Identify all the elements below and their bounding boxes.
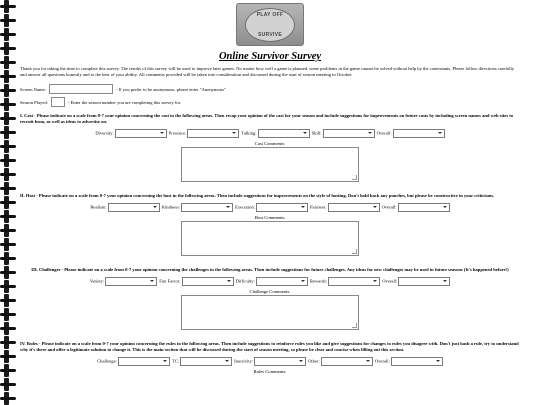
resize-grip-icon[interactable] xyxy=(352,323,357,328)
rating-field xyxy=(90,277,158,286)
rating-label: Realism: xyxy=(90,204,107,210)
resize-grip-icon[interactable] xyxy=(352,175,357,180)
section-heading: II. Host - Please indicate on a scale from 0-7 your opinion concerning the host in the following areas. Then include suggestions for improvements on the style of hosting. Don't hold back any punches, but please be constructive in your criticisms. xyxy=(20,193,495,198)
survey-section xyxy=(20,113,520,187)
bamboo-tie xyxy=(0,257,16,260)
bamboo-tie xyxy=(0,19,16,22)
rating-field xyxy=(172,357,232,366)
comments-label: Host Comments: xyxy=(254,215,286,220)
rating-select[interactable] xyxy=(105,277,157,286)
rating-select[interactable] xyxy=(321,357,373,366)
rating-row xyxy=(20,277,520,286)
rating-label: Difficulty: xyxy=(235,278,255,284)
rating-select[interactable] xyxy=(323,129,375,138)
rating-label: Inactivity: xyxy=(234,358,254,364)
rating-select[interactable] xyxy=(180,357,232,366)
rating-select[interactable] xyxy=(108,203,160,212)
bamboo-tie xyxy=(0,397,16,400)
survey-section xyxy=(20,193,520,261)
bamboo-tie xyxy=(0,243,16,246)
bamboo-tie xyxy=(0,355,16,358)
rating-label: Kindness: xyxy=(161,204,181,210)
rating-select[interactable] xyxy=(256,203,308,212)
logo-bottom-text: SURVIVE xyxy=(258,32,282,38)
rating-field xyxy=(234,357,306,366)
rating-field xyxy=(235,203,308,212)
rating-row xyxy=(20,357,520,366)
rating-select[interactable] xyxy=(328,203,380,212)
survey-section xyxy=(20,267,520,335)
bamboo-tie xyxy=(0,285,16,288)
rating-select[interactable] xyxy=(254,357,306,366)
rating-field xyxy=(310,277,380,286)
screen-name-label: Screen Name: xyxy=(20,86,46,92)
rating-select[interactable] xyxy=(182,277,234,286)
rating-label: Execution: xyxy=(235,204,255,210)
bamboo-tie xyxy=(0,47,16,50)
rating-label: Presence: xyxy=(168,130,187,136)
bamboo-tie xyxy=(0,341,16,344)
rating-select[interactable] xyxy=(118,357,170,366)
rating-field xyxy=(90,203,159,212)
rating-field xyxy=(382,277,450,286)
bamboo-tie xyxy=(0,201,16,204)
rating-label: Overall: xyxy=(381,204,397,210)
section-heading: III. Challenges - Please indicate on a scale from 0-7 your opinion concerning the challenges in the following areas. Then include suggestions for future challenges. Any ideas for new challenges may be used in future seasons (It's happened before!) xyxy=(31,267,509,272)
season-played-hint: - Enter the season number you are completing this survey for. xyxy=(67,99,182,105)
rating-field xyxy=(308,357,373,366)
rating-row xyxy=(20,203,520,212)
rating-label: Fun Factor: xyxy=(159,278,181,284)
rating-field xyxy=(169,129,240,138)
intro-text: Thank you for taking the time to complete this survey. The results of this survey will be used to improve later games. No matter how well a game is planned, some problems in the game cannot be solved without help by the contestants. Please follow directions carefully and answer all questions honestly and to the best of your ability. All comments provided will be taken into consideration and discussed during the start of season meeting in October. xyxy=(20,66,515,77)
comments-textarea[interactable] xyxy=(181,295,359,330)
screen-name-hint: - If you prefer to be anonymous, please enter "Anonymous" xyxy=(115,86,226,92)
rating-field xyxy=(236,277,308,286)
comments-label: Cast Comments: xyxy=(254,141,286,146)
bamboo-tie xyxy=(0,103,16,106)
section-heading: IV. Rules - Please indicate on a scale from 0-7 your opinion concerning the rules in the following areas. Then include suggestions to reinforce rules you like and give suggestions for changes to rules you disagree with. Don't just bash a rule, try to understand why it's there and offer a legitimate solution to change it. This is the main section that will be discussed during the start of season meeting, so please be clear and concise when filling out this section. xyxy=(20,341,519,352)
rating-field xyxy=(162,203,233,212)
bamboo-tie xyxy=(0,215,16,218)
bamboo-tie xyxy=(0,369,16,372)
rating-select[interactable] xyxy=(398,277,450,286)
rating-label: TC: xyxy=(172,358,180,364)
rating-label: Challenge: xyxy=(97,358,118,364)
bamboo-tie xyxy=(0,327,16,330)
logo-top-text: PLAY OFF xyxy=(256,12,284,18)
rating-select[interactable] xyxy=(181,203,233,212)
rating-select[interactable] xyxy=(398,203,450,212)
bamboo-tie xyxy=(0,33,16,36)
rating-select[interactable] xyxy=(256,277,308,286)
rating-select[interactable] xyxy=(328,277,380,286)
rating-field xyxy=(310,203,380,212)
bamboo-tie xyxy=(0,145,16,148)
bamboo-tie xyxy=(0,173,16,176)
rating-select[interactable] xyxy=(393,129,445,138)
rating-label: Rewards: xyxy=(309,278,328,284)
rating-select[interactable] xyxy=(391,357,443,366)
comments-textarea[interactable] xyxy=(181,221,359,256)
bamboo-tie xyxy=(0,383,16,386)
comments-textarea[interactable] xyxy=(181,147,359,182)
rating-field xyxy=(95,129,166,138)
rating-field xyxy=(382,203,450,212)
bamboo-tie xyxy=(0,5,16,8)
rating-row xyxy=(20,129,520,138)
rating-label: Overall: xyxy=(382,278,398,284)
screen-name-row xyxy=(20,84,520,94)
comments-wrap xyxy=(20,147,520,187)
rating-label: Overall: xyxy=(376,130,392,136)
rating-field xyxy=(377,129,445,138)
bamboo-tie xyxy=(0,117,16,120)
rating-field xyxy=(375,357,443,366)
rating-select[interactable] xyxy=(187,129,239,138)
survey-page xyxy=(20,0,520,405)
bamboo-tie xyxy=(0,229,16,232)
screen-name-input[interactable] xyxy=(49,84,113,94)
bamboo-tie xyxy=(0,61,16,64)
season-played-label: Season Played: xyxy=(20,99,48,105)
bamboo-tie xyxy=(0,75,16,78)
bamboo-tie xyxy=(0,159,16,162)
season-played-input[interactable] xyxy=(51,97,65,107)
comments-wrap xyxy=(20,221,520,261)
page-title: Online Survivor Survey xyxy=(218,51,322,62)
comments-label: Challenge Comments: xyxy=(249,289,291,294)
rating-select[interactable] xyxy=(115,129,167,138)
rating-field xyxy=(97,357,170,366)
bamboo-tie xyxy=(0,89,16,92)
comments-label: Rules Comments: xyxy=(253,369,287,374)
rating-field xyxy=(159,277,233,286)
rating-field xyxy=(241,129,309,138)
survey-section xyxy=(20,341,520,374)
resize-grip-icon[interactable] xyxy=(352,249,357,254)
rating-label: Skill: xyxy=(311,130,322,136)
rating-label: Diversity: xyxy=(95,130,114,136)
section-heading: I. Cast - Please indicate on a scale from 0-7 your opinion concerning the cast in the following areas. Then recap your opinion of the cast for your season and include suggestions for improvements on future casts by including screen names and web sites to recruit from, as well as ideas to advertise on. xyxy=(20,113,514,124)
survivor-logo xyxy=(236,3,304,46)
rating-label: Variety: xyxy=(89,278,105,284)
logo-area xyxy=(20,3,520,45)
bamboo-tie xyxy=(0,299,16,302)
rating-label: Other: xyxy=(308,358,320,364)
comments-wrap xyxy=(20,295,520,335)
rating-label: Talking: xyxy=(241,130,257,136)
bamboo-tie xyxy=(0,187,16,190)
season-played-row xyxy=(20,97,520,107)
survey-sections xyxy=(20,113,520,374)
rating-label: Overall: xyxy=(374,358,390,364)
bamboo-tie xyxy=(0,313,16,316)
rating-field xyxy=(312,129,375,138)
rating-label: Fairness: xyxy=(309,204,327,210)
bamboo-tie xyxy=(0,271,16,274)
rating-select[interactable] xyxy=(258,129,310,138)
bamboo-border xyxy=(0,0,17,405)
bamboo-tie xyxy=(0,131,16,134)
